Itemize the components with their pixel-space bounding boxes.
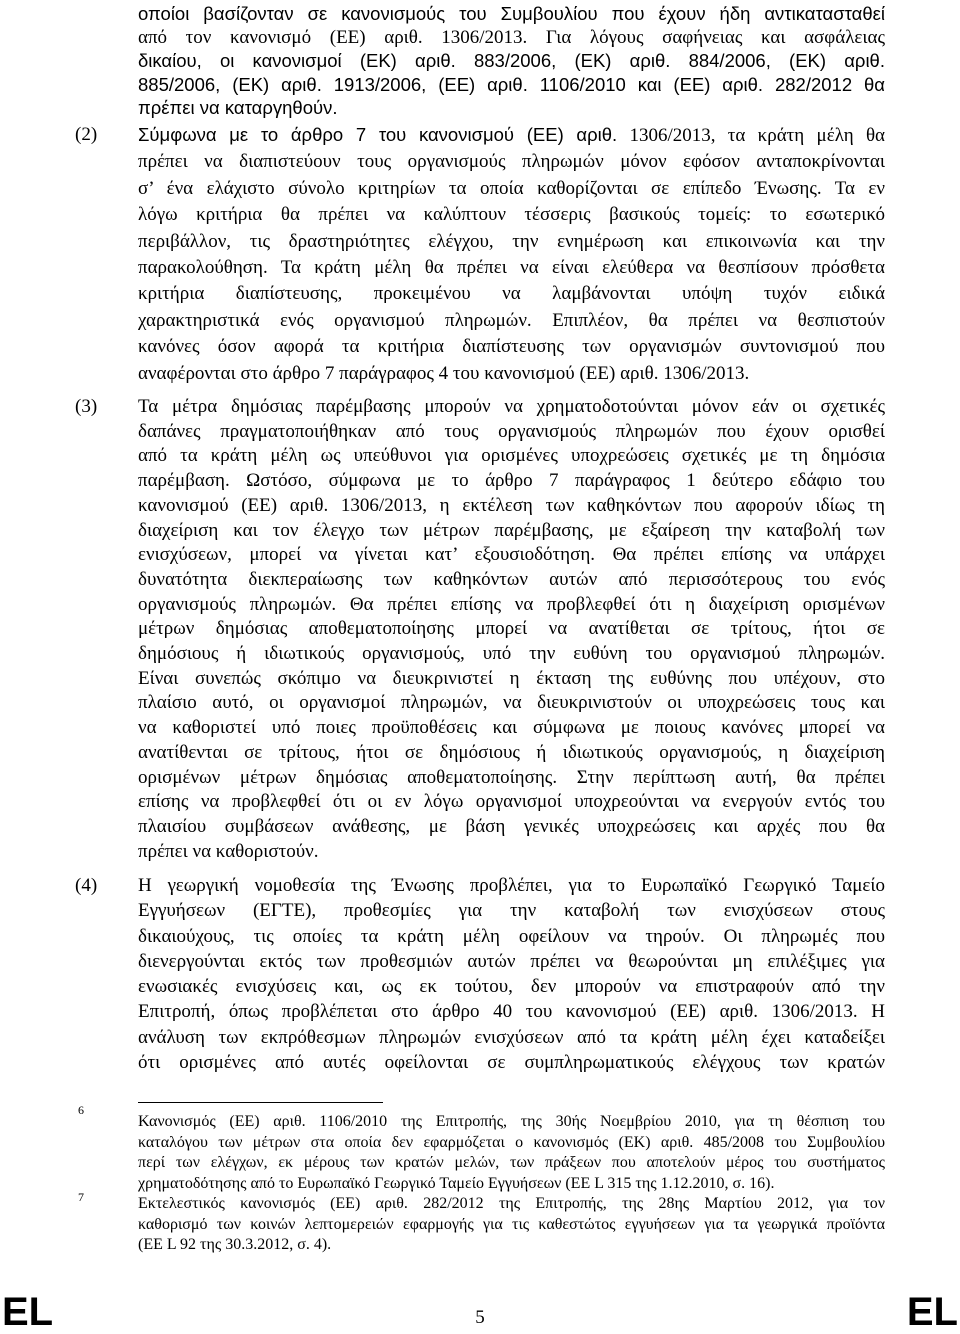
text-line: δικαιούχους, τις οποίες τα κράτη μέλη οφείλουν να τηρούν. Οι πληρωμές που <box>138 925 885 947</box>
text-line: Τα μέτρα δημόσιας παρέμβασης μπορούν να χρηματοδοτούνται μόνον εάν οι σχετικές <box>138 396 885 417</box>
text-line: λόγω κριτήρια θα πρέπει να καλύπτουν τέσσερις βασικούς τομείς: το εσωτερικό <box>138 204 885 226</box>
text-line: να καθοριστεί υπό ποιες προϋποθέσεις και σύμφωνα με ποιους κανόνες μπορεί να <box>138 717 885 739</box>
text-line: πλαίσιο αυτό, οι οργανισμοί πληρωμών, να διευκρινιστούν οι υποχρεώσεις τους και <box>138 692 885 714</box>
text-line: ότι ορισμένες από αυτές οφείλονται σε συμπληρωματικούς ελέγχους των κρατών <box>138 1052 885 1074</box>
text-line: ορισμένων μέτρων δημόσιας αποθεματοποίησης. Στην περίπτωση αυτή, θα πρέπει <box>138 766 885 788</box>
paragraph-number: (2) <box>75 124 98 145</box>
text-line: ενωσιακές ενισχύσεις και, ως εκ τούτου, δεν μπορούν να επιστραφούν από την <box>138 976 885 998</box>
text-line: δαπάνες πραγματοποιήθηκαν από τους οργανισμούς πληρωμών που έχουν ορισθεί <box>138 420 885 442</box>
text-line: παρακολούθηση. Τα κράτη μέλη θα πρέπει να είναι ελεύθερα να θεσπίσουν πρόσθετα <box>138 257 885 279</box>
text-line: σ’ ένα ελάχιστο σύνολο κριτηρίων τα οποία καθορίζονται σε επίπεδο Ένωσης. Τα εν <box>138 177 885 199</box>
text-line: ενισχύσεων, μπορεί να γίνεται κατ’ εξουσιοδότηση. Θα πρέπει επίσης να υπάρχει <box>138 544 885 566</box>
text-line: Η γεωργική νομοθεσία της Ένωσης προβλέπει, για το Ευρωπαϊκό Γεωργικό Ταμείο <box>138 875 885 896</box>
text-line: Εγγυήσεων (ΕΓΤΕ), προθεσμίες για την καταβολή των ενισχύσεων στους <box>138 900 885 922</box>
footnote-line: καθορισμό των κοινών λεπτομερειών εφαρμογής για τις καθεστώτος εγγυήσεων για τα γεωργικά προϊόντα <box>138 1215 885 1233</box>
paragraph-continuation <box>138 2 885 120</box>
text-line: πλαισίου συμβάσεων ανάθεσης, με βάση γενικές υποχρεώσεις και αρχές που θα <box>138 815 885 837</box>
text-line: παρέμβαση. Ωστόσο, σύμφωνα με το άρθρο 7 παράγραφος 1 δεύτερο εδάφιο του <box>138 470 885 492</box>
footer-language-code-left: EL <box>2 1290 54 1334</box>
footnote-line: περί των ελέγχων, εκ μέρους των κρατών μελών, των πράξεων που αποτελούν μέρος του συστήματος <box>138 1154 885 1171</box>
paragraph-number: (4) <box>75 875 98 896</box>
text-line: διενεργούνται εκτός των προθεσμιών αυτών πρέπει να θεωρούνται μη επιλέξιμες για <box>138 950 885 972</box>
footer-language-code-right: EL <box>906 1290 958 1334</box>
text-line: μέτρων δημόσιας αποθεματοποίησης μπορεί να ανατίθεται σε τρίτους, ήτοι σε <box>138 618 885 640</box>
text-line: ανάλυση των εκπρόθεσμων πληρωμών ενισχύσεων από τα κράτη μέλη έχει καταδείξει <box>138 1026 885 1048</box>
text-line: αναφέρονται στο άρθρο 7 παράγραφος 4 του κανονισμού (ΕΕ) αριθ. 1306/2013. <box>138 362 750 384</box>
footnote-line: Κανονισμός (ΕΕ) αριθ. 1106/2010 της Επιτροπής, της 30ής Νοεμβρίου 2010, για τη θέσπιση του <box>138 1113 885 1130</box>
text-line: από τον κανονισμό (ΕΕ) αριθ. 1306/2013. Για λόγους σαφήνειας και ασφάλειας <box>138 26 885 48</box>
text-line: κριτήρια διαπίστευσης, προκειμένου να λαμβάνονται υπόψη τυχόν ειδικά <box>138 283 885 305</box>
footnote-line: καταλόγου των μέτρων στα οποία δεν εφαρμόζεται ο κανονισμός (ΕΚ) αριθ. 485/2008 του Συμβουλίου <box>138 1133 885 1151</box>
text-line: οργανισμούς πληρωμών. Θα πρέπει επίσης να προβλεφθεί ότι η διαχείριση ορισμένων <box>138 593 885 615</box>
text-line: πρέπει να διαπιστεύουν τους οργανισμούς πληρωμών μόνον εφόσον ανταποκρίνονται <box>138 151 885 173</box>
text-line: πρέπει να καταργηθούν. <box>138 97 338 118</box>
text-line: κανόνες όσον αφορά τα κριτήρια διαπίστευσης των οργανισμών συντονισμού που <box>138 336 885 358</box>
text-line: Επιτροπή, όπως προβλέπεται στο άρθρο 40 του κανονισμού (ΕΕ) αριθ. 1306/2013. Η <box>138 1001 885 1023</box>
paragraph-3 <box>75 395 885 864</box>
text-line: πρέπει να καθοριστούν. <box>138 840 319 862</box>
paragraph-4 <box>75 873 885 1075</box>
text-line: ανατίθενται σε τρίτους, ήτοι σε δημόσιους ή ιδιωτικούς οργανισμούς, η διαχείριση <box>138 741 885 763</box>
text-segment: Σύμφωνα με το άρθρο 7 του κανονισμού (ΕΕ) αριθ. <box>138 124 618 145</box>
page-number: 5 <box>475 1307 485 1328</box>
footnote-7 <box>138 1194 885 1256</box>
text-line: δικαίου, οι κανονισμοί (ΕΚ) αριθ. 883/2006, (ΕΚ) αριθ. 884/2006, (ΕΚ) αριθ. <box>138 50 885 71</box>
footnote-line: χρηματοδότησης από το Ευρωπαϊκό Γεωργικό Ταμείο Εγγυήσεων (ΕΕ L 315 της 1.12.2010, σ. 16). <box>138 1174 775 1192</box>
text-line: κανονισμού (ΕΕ) αριθ. 1306/2013, η εκτέλεση των καθηκόντων που αφορούν ιδίως τη <box>138 494 885 516</box>
text-line: δυνατότητα διεκπεραίωσης των καθηκόντων αυτών από περισσότερους του ενός <box>138 568 885 590</box>
paragraph-number: (3) <box>75 396 98 417</box>
paragraph-2 <box>75 122 886 387</box>
footnote-line: Εκτελεστικός κανονισμός (ΕΕ) αριθ. 282/2012 της Επιτροπής, της 28ης Μαρτίου 2012, για τον <box>138 1195 885 1212</box>
text-line: από τα κράτη μέλη ως υπεύθυνοι για ορισμένες υποχρεώσεις σχετικές με τη δημόσια <box>138 445 885 467</box>
text-line: περιβάλλον, τις δραστηριότητες ελέγχου, την ενημέρωση και επικοινωνία και την <box>138 230 885 252</box>
text-line: οποίοι βασίζονταν σε κανονισμούς του Συμβουλίου που έχουν ήδη αντικατασταθεί <box>138 3 885 24</box>
text-line: διαχείριση και τον έλεγχο των μέτρων παρέμβασης, με εξαίρεση την καταβολή των <box>138 519 885 541</box>
text-line: επίσης να προβλεφθεί ότι οι εν λόγω οργανισμοί υποχρεούνται να ενεργούν εντός του <box>138 791 885 813</box>
footnote-marker: 6 <box>78 1103 84 1117</box>
text-line: χαρακτηριστικά ενός οργανισμού πληρωμών. Επιπλέον, θα πρέπει να θεσπιστούν <box>138 309 885 331</box>
text-line: Είναι συνεπώς σκόπιμο να διευκρινιστεί η έκταση της ευθύνης που υπέχουν, στο <box>138 667 885 689</box>
footnote-6 <box>138 1112 885 1194</box>
text-line: δημόσιους ή ιδιωτικούς οργανισμούς, υπό την ευθύνη του οργανισμού πληρωμών. <box>138 643 885 665</box>
footnote-separator <box>138 1102 383 1103</box>
footnote-line: (ΕΕ L 92 της 30.3.2012, σ. 4). <box>138 1236 332 1253</box>
text-line: 885/2006, (ΕΚ) αριθ. 1913/2006, (ΕΕ) αριθ. 1106/2010 και (ΕΕ) αριθ. 282/2012 θα <box>138 73 885 95</box>
text-segment: 1306/2013, τα κράτη μέλη θα <box>629 125 886 146</box>
text-line <box>138 122 885 149</box>
footnote-marker: 7 <box>78 1190 84 1204</box>
